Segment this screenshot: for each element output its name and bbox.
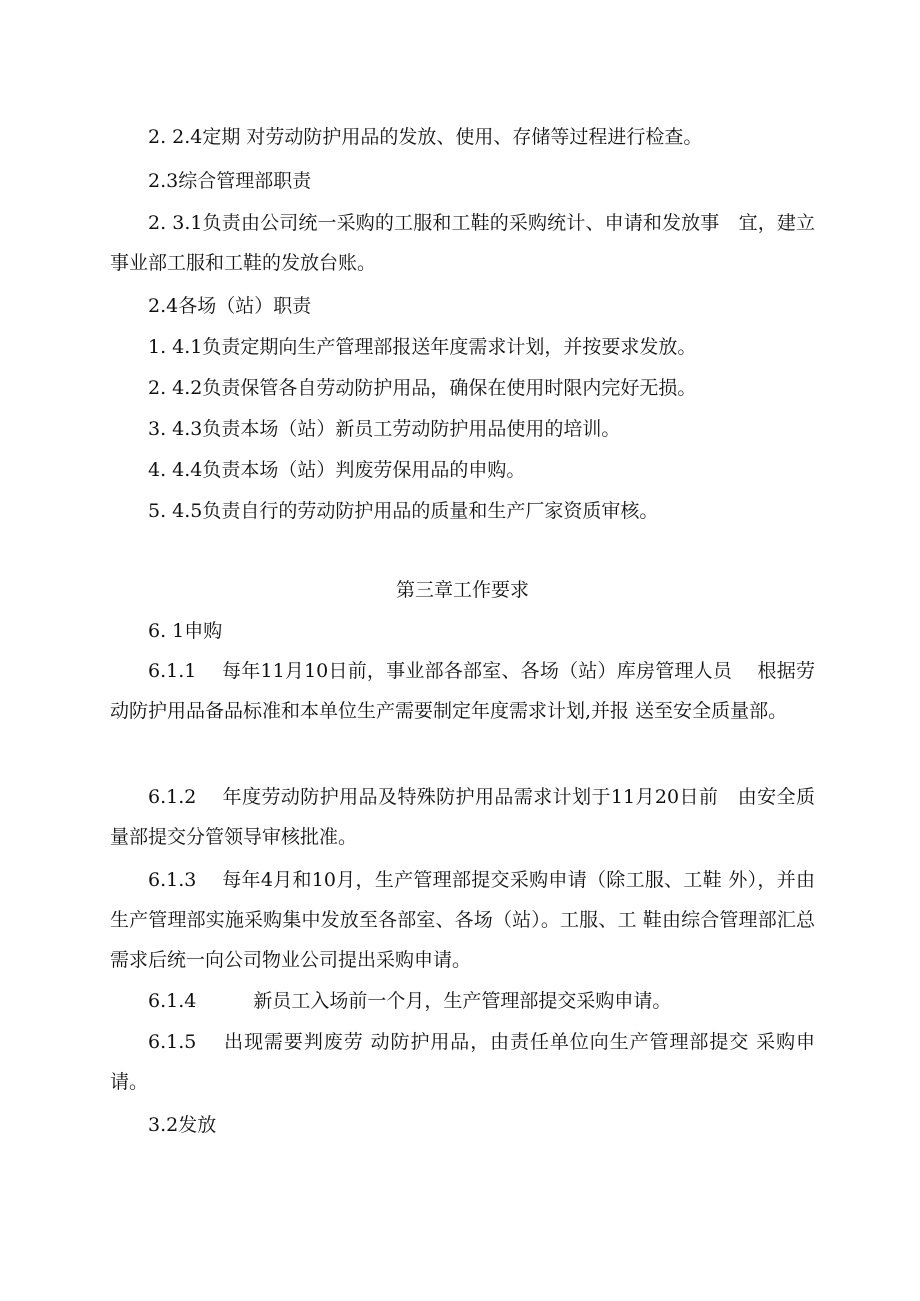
- paragraph-4-1: 1. 4.1负责定期向生产管理部报送年度需求计划，并按要求发放。: [148, 336, 697, 358]
- section-heading-3-2: 3.2发放: [148, 1114, 217, 1136]
- paragraph-6-1-3: 6.1.3 每年4月和10月，生产管理部提交采购申请（除工服、工鞋 外），并由生产管理部实施采购集中发放至各部室、各场（站）。工服、工 鞋由综合管理部汇总需求后统一向公司物业公司提出采购申请。: [110, 869, 815, 971]
- paragraph-4-3: 3. 4.3负责本场（站）新员工劳动防护用品使用的培训。: [148, 418, 621, 440]
- section-heading-6-1: 6. 1申购: [148, 620, 223, 642]
- chapter-title: 第三章工作要求: [395, 579, 529, 601]
- paragraph-6-1-4: 6.1.4 新员工入场前一个月，生产管理部提交采购申请。: [148, 990, 672, 1012]
- paragraph-4-5: 5. 4.5负责自行的劳动防护用品的质量和生产厂家资质审核。: [148, 500, 659, 522]
- paragraph-6-1-2: 6.1.2 年度劳动防护用品及特殊防护用品需求计划于11月20日前 由安全质量部提交分管领导审核批准。: [110, 786, 815, 848]
- paragraph-4-2: 2. 4.2负责保管各自劳动防护用品，确保在使用时限内完好无损。: [148, 377, 697, 399]
- paragraph-6-1-1: 6.1.1 每年11月10日前，事业部各部室、各场（站）库房管理人员 根据劳动防护用品备品标准和本单位生产需要制定年度需求计划,并报 送至安全质量部。: [110, 660, 815, 722]
- section-heading-2-3: 2.3综合管理部职责: [148, 170, 312, 192]
- paragraph-2-3-1: 2. 3.1负责由公司统一采购的工服和工鞋的采购统计、申请和发放事 宜，建立事业部工服和工鞋的发放台账。: [110, 212, 815, 274]
- paragraph-4-4: 4. 4.4负责本场（站）判废劳保用品的申购。: [148, 459, 526, 481]
- paragraph-2-2-4: 2. 2.4定期 对劳动防护用品的发放、使用、存储等过程进行检查。: [148, 126, 703, 148]
- paragraph-6-1-5: 6.1.5 出现需要判废劳 动防护用品，由责任单位向生产管理部提交 采购申请。: [110, 1031, 815, 1093]
- section-heading-2-4: 2.4各场（站）职责: [148, 295, 312, 317]
